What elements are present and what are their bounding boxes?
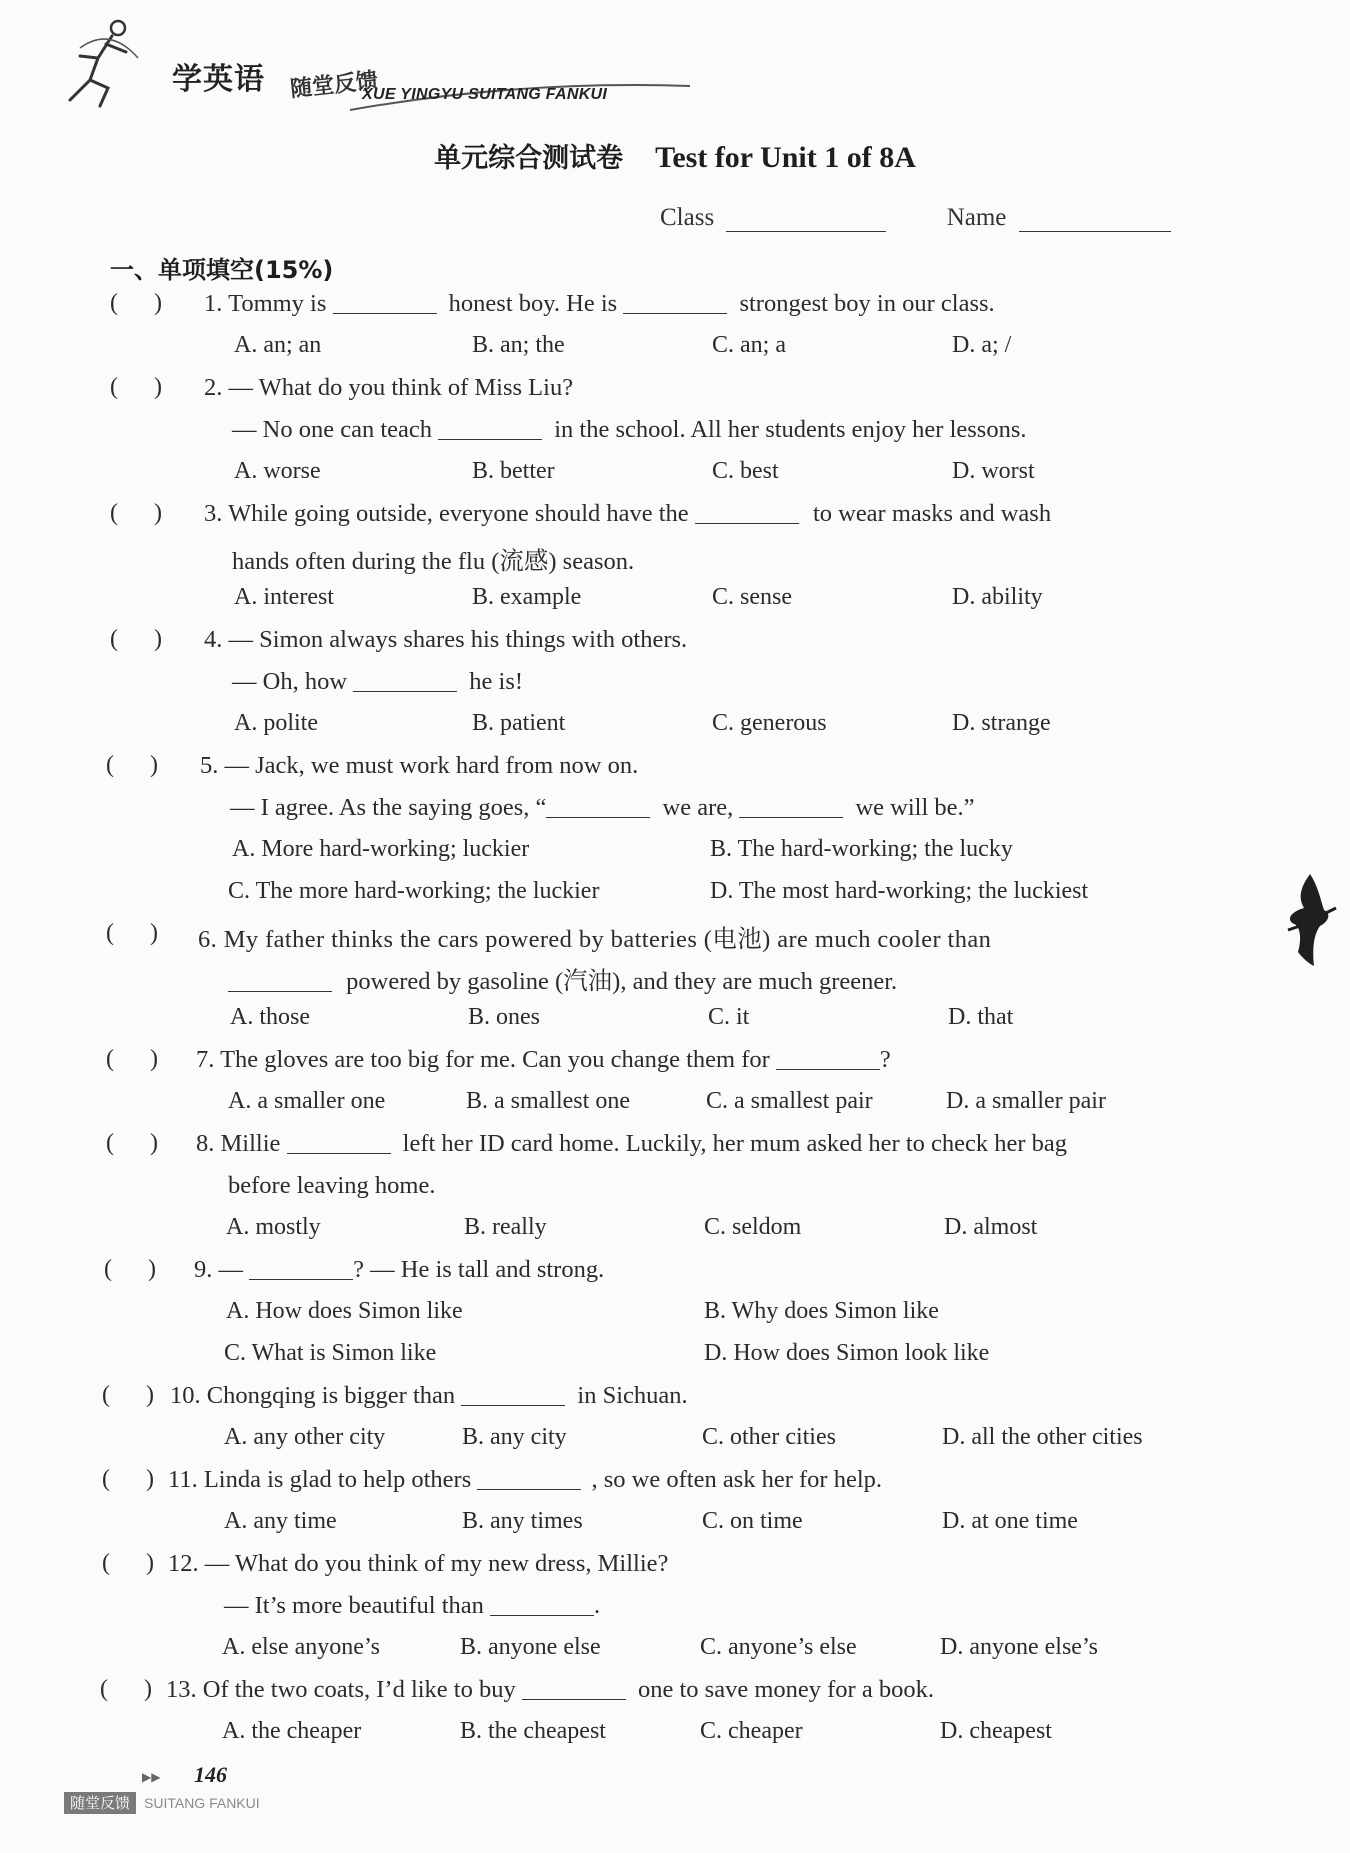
test-title-en: Test for Unit 1 of 8A (655, 141, 916, 174)
option-c[interactable]: C. anyone’s else (700, 1634, 857, 1660)
option-a[interactable]: A. those (230, 1004, 310, 1030)
question-number: 10. (170, 1382, 201, 1409)
answer-blank[interactable] (776, 1047, 880, 1070)
question-text: strongest boy in our class. (739, 290, 995, 317)
answer-paren[interactable]: ( ) (110, 374, 162, 400)
option-b[interactable]: B. The hard-working; the lucky (710, 836, 1013, 862)
question-3-line2: hands often during the flu (流感) season. (232, 548, 635, 575)
question-text: he is! (469, 668, 524, 695)
option-a[interactable]: A. polite (234, 710, 318, 736)
question-2-line2 (232, 416, 1027, 444)
answer-blank[interactable] (333, 291, 437, 314)
question-number: 6. (198, 926, 218, 953)
option-c[interactable]: C. other cities (702, 1424, 836, 1450)
question-text: in the school. All her students enjoy her lessons. (554, 416, 1027, 443)
option-b[interactable]: B. the cheapest (460, 1718, 606, 1744)
question-4 (204, 626, 687, 654)
question-8 (196, 1130, 1067, 1158)
question-number: 9. (194, 1256, 213, 1283)
answer-blank[interactable] (490, 1593, 594, 1616)
option-d[interactable]: D. ability (952, 584, 1043, 610)
option-b[interactable]: B. example (472, 584, 582, 610)
answer-paren[interactable]: ( ) (106, 1130, 158, 1156)
option-d[interactable]: D. a; / (952, 332, 1012, 358)
answer-paren[interactable]: ( ) (110, 500, 162, 526)
question-text: to wear masks and wash (812, 500, 1052, 527)
option-b[interactable]: B. an; the (472, 332, 565, 358)
answer-blank[interactable] (695, 501, 799, 524)
name-label: Name (946, 204, 1007, 231)
question-3 (204, 500, 1051, 528)
header-title-en: XUE YINGYU SUITANG FANKUI (362, 86, 608, 103)
question-text: — Simon always shares his things with others. (228, 626, 688, 653)
option-a[interactable]: A. any time (224, 1508, 337, 1534)
question-12 (168, 1550, 668, 1578)
answer-paren[interactable]: ( ) (110, 290, 162, 316)
question-text: in Sichuan. (577, 1382, 688, 1409)
question-text: Chongqing is bigger than (206, 1382, 456, 1409)
option-c[interactable]: C. an; a (712, 332, 786, 358)
question-text: — It’s more beautiful than (224, 1592, 484, 1619)
question-number: 4. (204, 626, 223, 653)
name-blank[interactable] (1019, 207, 1171, 232)
answer-blank[interactable] (522, 1677, 626, 1700)
option-d[interactable]: D. at one time (942, 1508, 1078, 1534)
question-text: left her ID card home. Luckily, her mum asked her to check her bag (402, 1130, 1068, 1157)
answer-blank[interactable] (287, 1131, 391, 1154)
question-number: 2. (204, 374, 223, 401)
question-text: we are, (662, 794, 734, 821)
question-text: — What do you think of my new dress, Millie? (204, 1550, 669, 1577)
answer-paren[interactable]: ( ) (106, 920, 158, 946)
option-a[interactable]: A. mostly (226, 1214, 321, 1240)
question-10 (170, 1382, 688, 1410)
question-number: 5. (200, 752, 219, 779)
test-title (0, 136, 1350, 175)
option-b[interactable]: B. any city (462, 1424, 567, 1450)
option-b[interactable]: B. a smallest one (466, 1088, 630, 1114)
option-c[interactable]: C. sense (712, 584, 792, 610)
option-d[interactable]: D. almost (944, 1214, 1038, 1240)
answer-blank[interactable] (546, 795, 650, 818)
question-text: powered by gasoline (汽油), and they are much greener. (346, 968, 898, 995)
question-13 (166, 1676, 934, 1704)
answer-blank[interactable] (623, 291, 727, 314)
question-5 (200, 752, 638, 780)
question-11 (168, 1466, 882, 1494)
header-subtitle-cn: 随堂反馈 (289, 68, 380, 103)
page-number: 146 (194, 1762, 227, 1787)
answer-paren[interactable]: ( ) (110, 626, 162, 652)
option-d[interactable]: D. The most hard-working; the luckiest (710, 878, 1089, 904)
question-text: — (218, 1256, 243, 1283)
question-text: The gloves are too big for me. Can you change them for (220, 1046, 770, 1073)
question-text: While going outside, everyone should have the (228, 500, 689, 527)
question-number: 3. (204, 500, 223, 527)
option-a[interactable]: A. else anyone’s (222, 1634, 380, 1660)
question-8-line2: before leaving home. (228, 1172, 436, 1199)
option-c[interactable]: C. seldom (704, 1214, 802, 1240)
option-b[interactable]: B. anyone else (460, 1634, 601, 1660)
question-number: 8. (196, 1130, 215, 1157)
answer-blank[interactable] (249, 1257, 353, 1280)
answer-paren[interactable]: ( ) (102, 1466, 154, 1492)
option-c[interactable]: C. a smallest pair (706, 1088, 873, 1114)
question-number: 1. (204, 290, 223, 317)
question-text: Millie (220, 1130, 281, 1157)
answer-blank[interactable] (228, 969, 332, 992)
option-b[interactable]: B. better (472, 458, 555, 484)
question-6-line2 (228, 962, 897, 997)
option-a[interactable]: A. How does Simon like (226, 1298, 463, 1324)
answer-paren[interactable]: ( ) (102, 1550, 154, 1576)
answer-blank[interactable] (477, 1467, 581, 1490)
header-banner (60, 18, 640, 108)
footer-arrow-icon: ▶▶ (142, 1770, 161, 1784)
answer-paren[interactable]: ( ) (100, 1676, 152, 1702)
question-text: . (594, 1592, 601, 1619)
question-text: — What do you think of Miss Liu? (228, 374, 574, 401)
ink-splatter-icon (1270, 868, 1340, 968)
option-a[interactable]: A. interest (234, 584, 334, 610)
answer-blank[interactable] (353, 669, 457, 692)
question-7 (196, 1046, 891, 1074)
option-c[interactable]: C. on time (702, 1508, 803, 1534)
question-number: 12. (168, 1550, 199, 1577)
option-c[interactable]: C. cheaper (700, 1718, 803, 1744)
option-d[interactable]: D. cheapest (940, 1718, 1052, 1744)
question-text: — No one can teach (232, 416, 432, 443)
option-d[interactable]: D. anyone else’s (940, 1634, 1098, 1660)
question-text: Of the two coats, I’d like to buy (202, 1676, 516, 1703)
option-d[interactable]: D. worst (952, 458, 1035, 484)
question-text: — Jack, we must work hard from now on. (224, 752, 639, 779)
question-text: ? — He is tall and strong. (353, 1256, 605, 1283)
answer-paren[interactable]: ( ) (102, 1382, 154, 1408)
question-text: honest boy. He is (448, 290, 618, 317)
answer-paren[interactable]: ( ) (106, 752, 158, 778)
option-d[interactable]: D. How does Simon look like (704, 1340, 990, 1366)
class-name-line (660, 204, 1220, 232)
option-d[interactable]: D. all the other cities (942, 1424, 1143, 1450)
option-c[interactable]: C. generous (712, 710, 827, 736)
answer-blank[interactable] (438, 417, 542, 440)
class-label: Class (660, 204, 715, 231)
option-b[interactable]: B. any times (462, 1508, 583, 1534)
question-text: we will be.” (855, 794, 975, 821)
option-a[interactable]: A. any other city (224, 1424, 386, 1450)
option-d[interactable]: D. that (948, 1004, 1014, 1030)
question-text: Linda is glad to help others (203, 1466, 472, 1493)
answer-blank[interactable] (739, 795, 843, 818)
footer-tag-cn: 随堂反馈 (64, 1792, 136, 1814)
option-a[interactable]: A. worse (234, 458, 321, 484)
question-text: My father thinks the cars powered by batteries (电池) are much cooler than (223, 926, 992, 953)
option-b[interactable]: B. patient (472, 710, 566, 736)
option-b[interactable]: B. Why does Simon like (704, 1298, 939, 1324)
option-d[interactable]: D. strange (952, 710, 1051, 736)
section-heading: 一、单项填空(15%) (110, 256, 334, 284)
question-12-line2 (224, 1592, 600, 1620)
question-4-line2 (232, 668, 523, 696)
runner-logo-icon (60, 18, 140, 108)
question-1 (204, 290, 995, 318)
answer-blank[interactable] (461, 1383, 565, 1406)
answer-paren[interactable]: ( ) (104, 1256, 156, 1282)
footer-tag-en: SUITANG FANKUI (144, 1795, 260, 1811)
question-9 (194, 1256, 604, 1284)
question-2 (204, 374, 573, 402)
option-a[interactable]: A. a smaller one (228, 1088, 386, 1114)
option-c[interactable]: C. it (708, 1004, 750, 1030)
question-5-line2 (230, 794, 975, 822)
option-d[interactable]: D. a smaller pair (946, 1088, 1106, 1114)
test-title-cn: 单元综合测试卷 (434, 143, 624, 174)
question-6 (198, 920, 991, 955)
question-text: one to save money for a book. (638, 1676, 934, 1703)
question-number: 11. (168, 1466, 198, 1493)
question-text: — I agree. As the saying goes, “ (230, 794, 547, 821)
option-b[interactable]: B. ones (468, 1004, 540, 1030)
class-blank[interactable] (726, 207, 886, 232)
question-text: Tommy is (228, 290, 327, 317)
option-b[interactable]: B. really (464, 1214, 547, 1240)
option-a[interactable]: A. More hard-working; luckier (232, 836, 530, 862)
question-text: — Oh, how (232, 668, 348, 695)
header-title-cn: 学英语 (172, 62, 265, 97)
option-c[interactable]: C. best (712, 458, 779, 484)
option-c[interactable]: C. What is Simon like (224, 1340, 437, 1366)
option-c[interactable]: C. The more hard-working; the luckier (228, 878, 600, 904)
question-text: ? (879, 1046, 891, 1073)
question-text: , so we often ask her for help. (591, 1466, 883, 1493)
answer-paren[interactable]: ( ) (106, 1046, 158, 1072)
question-number: 13. (166, 1676, 197, 1703)
option-a[interactable]: A. the cheaper (222, 1718, 362, 1744)
question-number: 7. (196, 1046, 215, 1073)
option-a[interactable]: A. an; an (234, 332, 322, 358)
